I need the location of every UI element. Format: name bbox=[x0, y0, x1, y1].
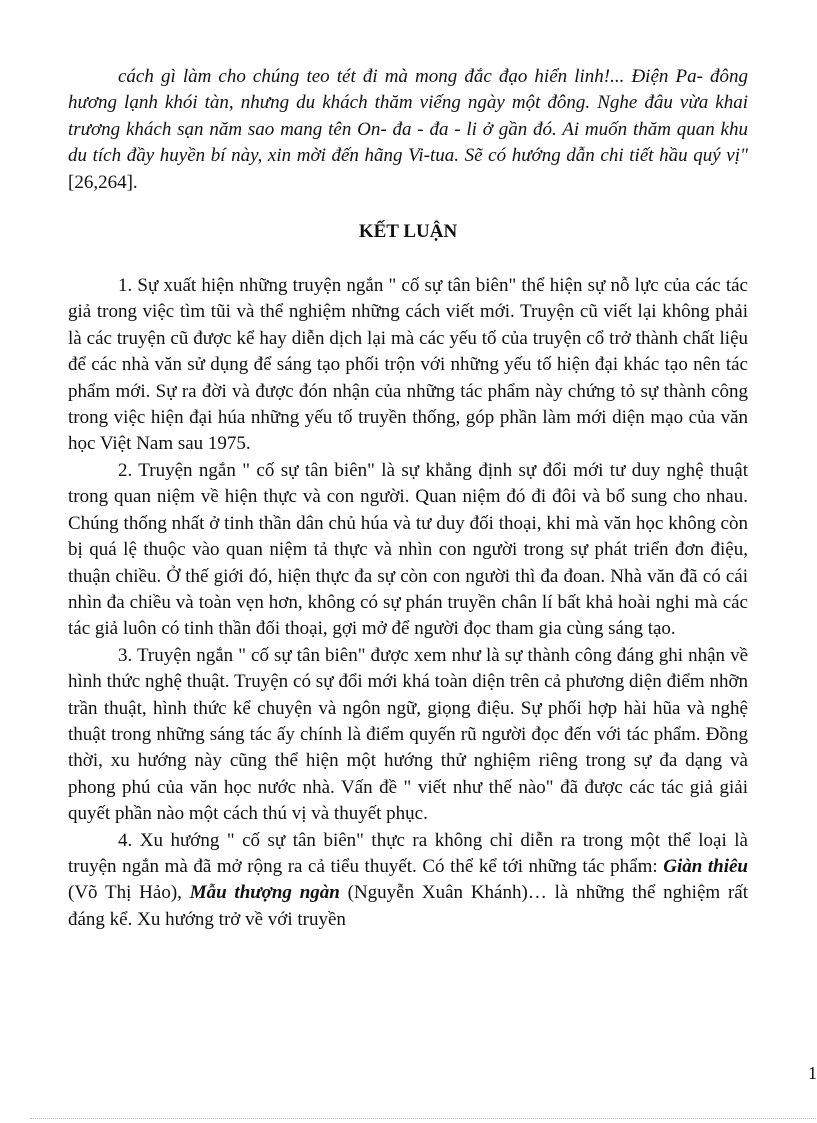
section-title: KẾT LUẬN bbox=[358, 221, 458, 243]
quote-citation: [26,264]. bbox=[68, 171, 138, 193]
paragraph-4 bbox=[68, 828, 748, 934]
paragraph-2: 2. Truyện ngắn " cố sự tân biên" là sự khẳng định sự đổi mới tư duy nghệ thuật trong quan niệm về hiện thực và con người. Quan niệm đó đi đôi và bổ sung cho nhau. Chúng thống nhất ở tinh thần dân chủ húa và tư duy đối thoại, khi mà văn học không còn bị quá lệ thuộc vào quan niệm tả thực và nhìn con người trong sự phát triển đơn điệu, thuận chiều. Ở thế giới đó, hiện thực đa sự còn con người thì đa đoan. Nhà văn đã có cái nhìn đa chiều và toàn vẹn hơn, không có sự phán truyền chân lí bất khả hoài nghi mà các tác giả luôn có tinh thần đối thoại, gợi mở để người đọc tham gia cùng sáng tạo. bbox=[68, 459, 748, 640]
paragraph-3: 3. Truyện ngắn " cố sự tân biên" được xem như là sự thành công đáng ghi nhận về hình thức nghệ thuật. Truyện có sự đổi mới khá toàn diện trên cả phương diện điểm nhỡn trần thuật, hình thức kể chuyện và ngôn ngữ, giọng điệu. Sự phối hợp hài hũa và nghệ thuật trong những sáng tác ấy chính là điểm quyến rũ người đọc đến với tác phẩm. Đồng thời, xu hướng này cũng thể hiện một hướng thử nghiệm riêng trong sự đa dạng và phong phú của văn học nước nhà. Vấn đề " viết như thế nào" đã được các tác giả giải quyết phần nào một cách thú vị và thuyết phục. bbox=[68, 644, 748, 825]
paragraph-1: 1. Sự xuất hiện những truyện ngắn " cố sự tân biên" thể hiện sự nỗ lực của các tác giả trong việc tìm tũi và thể nghiệm những cách viết mới. Truyện cũ viết lại không phải là các truyện cũ được kể hay diễn dịch lại mà các yếu tố của truyện cổ trở thành chất liệu để các nhà văn sử dụng để sáng tạo phối trộn với những yếu tố hiện đại khác tạo nên tác phẩm mới. Sự ra đời và được đón nhận của những tác phẩm này chứng tỏ sự thành công trong việc hiện đại húa những yếu tố truyền thống, góp phần làm mới diện mạo của văn học Việt Nam sau 1975. bbox=[68, 275, 748, 455]
quote-paragraph bbox=[68, 64, 748, 196]
page-number: 1 bbox=[808, 1063, 817, 1083]
paragraph-4-author: (Võ Thị Hảo), bbox=[68, 882, 190, 904]
work-title-gian-thieu: Giàn thiêu bbox=[663, 855, 748, 877]
work-title-mau-thuong-ngan: Mẫu thượng ngàn bbox=[189, 882, 340, 904]
quote-text: cách gì làm cho chúng teo tét đi mà mong đắc đạo hiển linh!... Điện Pa- đông hương lạnh khói tàn, nhưng du khách thăm viếng ngày một đông. Nghe đâu vừa khai trương khách sạn năm sao mang tên On- đa - đa - li ở gần đó. Ai muốn thăm quan khu du tích đầy huyền bí này, xin mời đến hãng Vi-tua. Sẽ có hướng dẫn chi tiết hầu quý vị" bbox=[68, 66, 748, 167]
document-page bbox=[68, 64, 748, 933]
footer-divider bbox=[30, 1118, 816, 1119]
paragraph-4-rest: (Nguyễn Xuân Khánh)… là những thể nghiệm rất đáng kể. Xu hướng trở về với truyền bbox=[68, 882, 748, 930]
paragraph-4-text: 4. Xu hướng " cố sự tân biên" thực ra không chỉ diễn ra trong một thể loại là truyện ngắn mà đã mở rộng ra cả tiểu thuyết. Có thể kể tới những tác phẩm: bbox=[68, 829, 748, 877]
